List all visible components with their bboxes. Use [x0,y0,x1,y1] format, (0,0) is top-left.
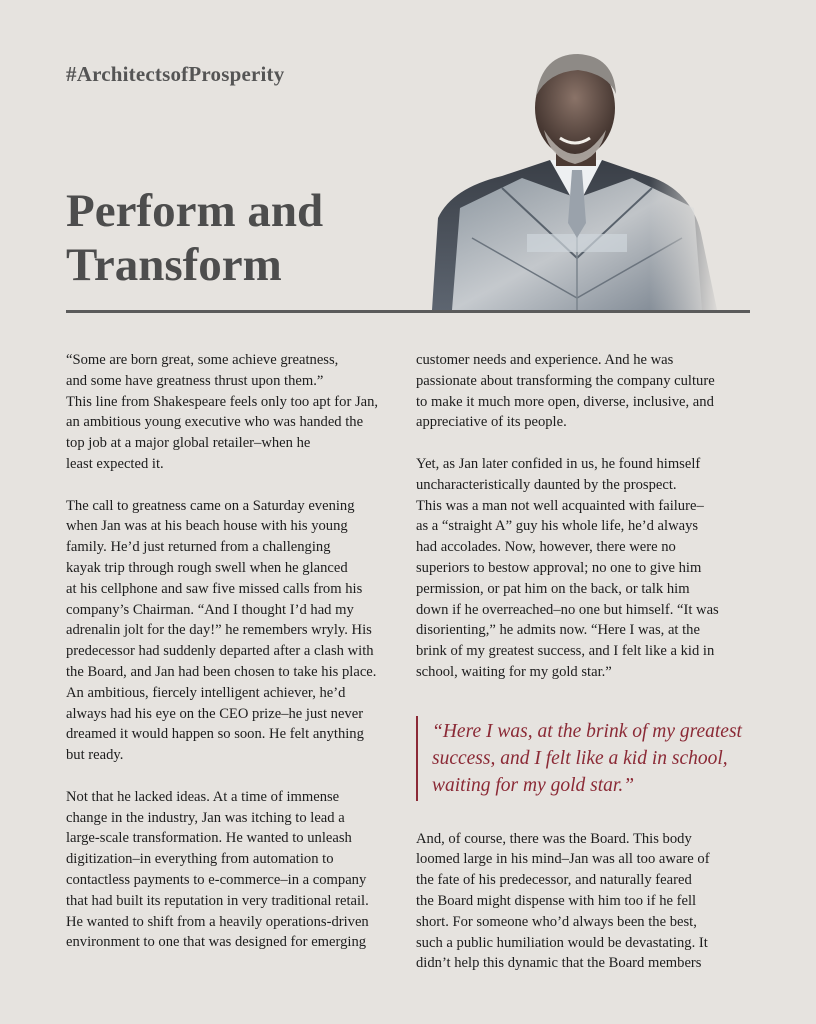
text-line: Not that he lacked ideas. At a time of immense [66,788,340,805]
executive-portrait-image [432,48,722,310]
text-line: as a “straight A” guy his whole life, he’d always [416,518,699,535]
paragraph [66,496,406,766]
text-line: short. For someone who’d always been the best, [416,913,697,930]
text-line: dreamed it would happen so soon. He felt anything [66,726,364,743]
text-line: company’s Chairman. “And I thought I’d had my [66,601,354,618]
text-line: digitization–in everything from automation to [66,851,334,868]
text-line: success, and I felt like a kid in school, [432,747,728,769]
text-line: kayak trip through rough swell when he glanced [66,559,348,576]
text-line: down if he overreached–no one but himself. “It was [416,601,719,618]
text-line: to make it much more open, diverse, inclusive, and [416,393,714,410]
text-line: The call to greatness came on a Saturday evening [66,497,355,514]
text-line: He wanted to shift from a heavily operations-driven [66,913,369,930]
title-line: Transform [66,239,282,291]
text-line: an ambitious young executive who was handed the [66,414,364,431]
text-line: An ambitious, fiercely intelligent achiever, he’d [66,684,346,701]
text-line: permission, or pat him on the back, or talk him [416,580,690,597]
text-line: This was a man not well acquainted with failure– [416,497,704,514]
pull-quote [416,716,756,801]
text-line: disorienting,” he admits now. “Here I was, at the [416,622,700,639]
text-line: the Board might dispense with him too if he fell [416,892,697,909]
text-line: predecessor had suddenly departed after a clash with [66,643,374,660]
page-title [66,184,323,292]
paragraph [416,829,756,975]
text-line: “Some are born great, some achieve greatness, [66,352,339,368]
text-line: family. He’d just returned from a challenging [66,539,331,556]
text-line: large-scale transformation. He wanted to unleash [66,830,352,847]
text-line: uncharacteristically daunted by the prospect. [416,476,677,493]
text-line: environment to one that was designed for emerging [66,934,367,951]
text-line: appreciative of its people. [416,414,567,431]
text-line: top job at a major global retailer–when he [66,435,311,452]
text-line: when Jan was at his beach house with his young [66,518,348,535]
paragraph [416,350,756,433]
text-line: contactless payments to e-commerce–in a company [66,871,367,888]
text-line: that had built its reputation in very traditional retail. [66,892,369,909]
text-line: customer needs and experience. And he was [416,352,674,368]
text-line: least expected it. [66,455,164,472]
text-line: and some have greatness thrust upon them.” [66,372,324,389]
text-line: Yet, as Jan later confided in us, he found himself [416,455,701,472]
text-line: “Here I was, at the brink of my greatest [432,720,742,742]
left-column [66,350,406,974]
text-line: superiors to bestow approval; no one to give him [416,559,702,576]
paragraph [66,787,406,953]
text-line: school, waiting for my gold star.” [416,663,612,680]
header-divider [66,310,750,313]
title-line: Perform and [66,185,324,237]
hashtag-heading: #ArchitectsofProsperity [66,62,285,86]
text-line: And, of course, there was the Board. This body [416,830,692,847]
text-line: but ready. [66,747,124,764]
right-column [416,350,756,995]
text-line: the fate of his predecessor, and naturally feared [416,872,692,889]
text-line: didn’t help this dynamic that the Board members [416,955,702,972]
text-line: such a public humiliation would be devastating. It [416,934,708,951]
text-line: at his cellphone and saw five missed calls from his [66,580,363,597]
text-line: This line from Shakespeare feels only too apt for Jan, [66,393,379,410]
text-line: adrenalin jolt for the day!” he remembers wryly. His [66,622,372,639]
text-line: change in the industry, Jan was itching to lead a [66,809,345,826]
text-line: had accolades. Now, however, there were no [416,539,676,556]
text-line: the Board, and Jan had been chosen to take his place. [66,663,377,680]
paragraph [416,454,756,683]
paragraph [66,350,406,475]
text-line: waiting for my gold star.” [432,774,635,796]
text-line: always had his eye on the CEO prize–he just never [66,705,364,722]
text-line: loomed large in his mind–Jan was all too aware of [416,851,710,868]
text-line: brink of my greatest success, and I felt like a kid in [416,643,715,660]
text-line: passionate about transforming the company culture [416,372,715,389]
